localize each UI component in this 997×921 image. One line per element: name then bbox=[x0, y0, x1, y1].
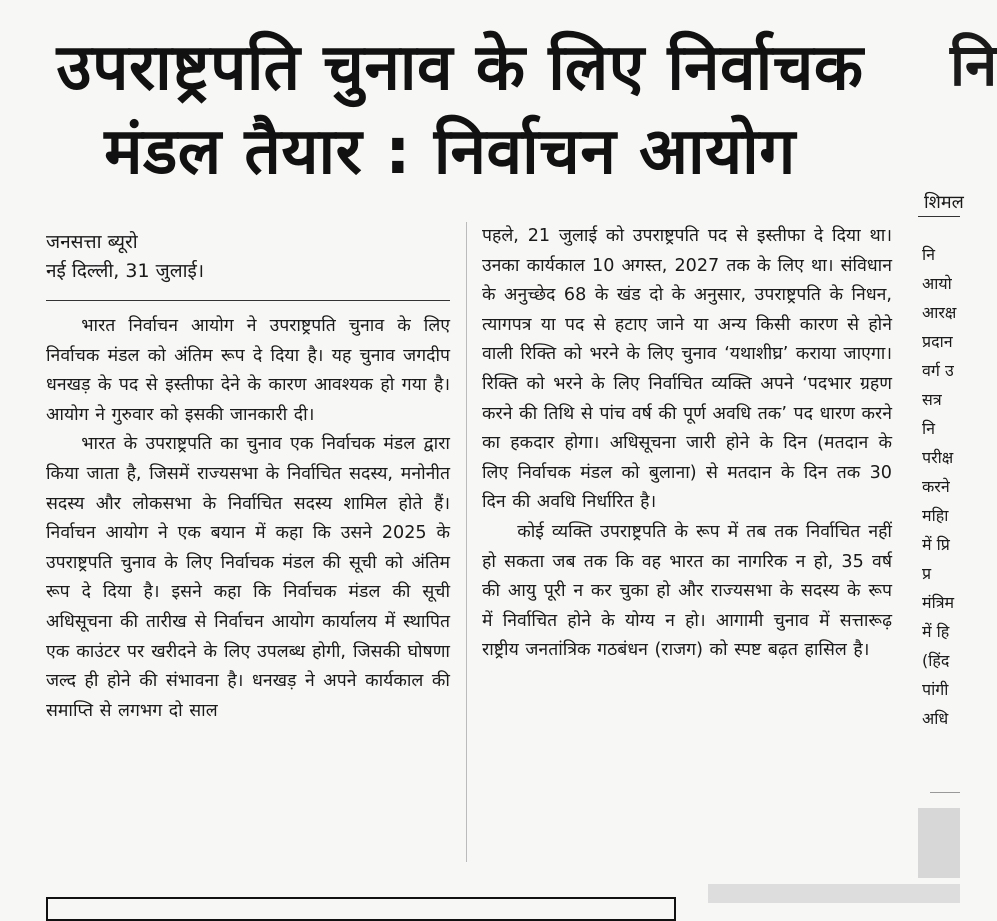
column-divider bbox=[466, 222, 467, 862]
adjacent-text-line: प्र bbox=[922, 564, 932, 583]
adjacent-text-line: परीक्ष bbox=[922, 448, 954, 467]
adjacent-article-fragment bbox=[918, 0, 997, 903]
article-column-2 bbox=[482, 222, 892, 666]
adjacent-text-fragments bbox=[922, 240, 956, 733]
adjacent-text-line: मंत्रिम bbox=[922, 593, 955, 612]
adjacent-gray-box bbox=[918, 808, 960, 878]
agency-name: जनसत्ता ब्यूरो bbox=[46, 231, 138, 253]
adjacent-text-line: वर्ग उ bbox=[922, 361, 954, 380]
adjacent-text-line: नि bbox=[922, 419, 936, 438]
byline-rule bbox=[46, 300, 450, 301]
headline-line-1: उपराष्ट्रपति चुनाव के लिए निर्वाचक bbox=[56, 31, 864, 105]
adjacent-text-line: सत्र bbox=[922, 390, 942, 409]
adjacent-text-line: में प्रि bbox=[922, 535, 950, 554]
next-article-box bbox=[46, 897, 676, 921]
adjacent-headline-fragment: नि bbox=[950, 31, 997, 99]
adjacent-text-line: प्रदान bbox=[922, 332, 953, 351]
article-column-1 bbox=[46, 312, 450, 726]
headline-line-2: मंडल तैयार : निर्वाचन आयोग bbox=[104, 115, 796, 189]
adjacent-text-line: (हिंद bbox=[922, 651, 950, 670]
article-paragraph: भारत निर्वाचन आयोग ने उपराष्ट्रपति चुनाव के लिए निर्वाचक मंडल को अंतिम रूप दे दिया है। यह चुनाव जगदीप धनखड़ के पद से इस्तीफा देने के कारण आवश्यक हो गया है। आयोग ने गुरुवार को इसकी जानकारी दी। bbox=[46, 316, 450, 425]
article-paragraph: कोई व्यक्ति उपराष्ट्रपति के रूप में तब तक निर्वाचित नहीं हो सकता जब तक कि वह भारत का नागरिक न हो, 35 वर्ष की आयु पूरी न कर चुका हो और राज्यसभा के सदस्य के रूप में निर्वाचित होने के योग्य न हो। आगामी चुनाव में सत्तारूढ़ राष्ट्रीय जनतांत्रिक गठबंधन (राजग) को स्पष्ट बढ़त हासिल है। bbox=[482, 521, 892, 661]
adjacent-rule-2 bbox=[930, 792, 960, 793]
article-paragraph: भारत के उपराष्ट्रपति का चुनाव एक निर्वाचक मंडल द्वारा किया जाता है, जिसमें राज्यसभा के निर्वाचित सदस्य, मनोनीत सदस्य और लोकसभा के निर्वाचित सदस्य शामिल होते हैं। निर्वाचन आयोग ने एक बयान में कहा कि उसने 2025 के उपराष्ट्रपति चुनाव के लिए निर्वाचक मंडल की सूची को अंतिम रूप दे दिया है। इसने कहा कि निर्वाचक मंडल की सूची अधिसूचना की तारीख से निर्वाचन आयोग कार्यालय में स्थापित एक काउंटर पर खरीदने के लिए उपलब्ध होगी, जिसकी घोषणा जल्द ही होने की संभावना है। धनखड़ ने अपने कार्यकाल की समाप्ति से लगभग दो साल bbox=[46, 434, 450, 721]
adjacent-text-line: आरक्ष bbox=[922, 303, 957, 322]
adjacent-text-line: में हि bbox=[922, 622, 950, 641]
article-paragraph-continued: पहले, 21 जुलाई को उपराष्ट्रपति पद से इस्तीफा दे दिया था। उनका कार्यकाल 10 अगस्त, 2027 तक के लिए था। संविधान के अनुच्छेद 68 के खंड दो के अनुसार, उपराष्ट्रपति के निधन, त्यागपत्र या पद से हटाए जाने या अन्य किसी कारण से होने वाली रिक्ति को भरने के लिए चुनाव ‘यथाशीघ्र’ कराया जाएगा। रिक्ति को भरने के लिए निर्वाचित व्यक्ति अपने ‘पदभार ग्रहण करने की तिथि से पांच वर्ष की पूर्ण अवधि तक’ पद धारण करने का हकदार होगा। अधिसूचना जारी होने के दिन (मतदान के लिए निर्वाचक मंडल को बुलाना) से मतदान के दिन तक 30 दिन की अवधि निर्धारित है। bbox=[482, 226, 892, 513]
adjacent-dateline-fragment: शिमल bbox=[924, 192, 964, 213]
adjacent-rule bbox=[918, 216, 960, 217]
adjacent-text-line: करने bbox=[922, 477, 950, 496]
adjacent-text-line: अधि bbox=[922, 709, 949, 728]
adjacent-text-line: आयो bbox=[922, 274, 952, 293]
adjacent-text-line: पांगी bbox=[922, 680, 949, 699]
byline bbox=[46, 228, 204, 286]
adjacent-text-line: महाि bbox=[922, 506, 949, 525]
dateline: नई दिल्ली, 31 जुलाई। bbox=[46, 260, 205, 282]
next-article-gray-panel bbox=[708, 884, 960, 903]
adjacent-text-line: नि bbox=[922, 245, 936, 264]
